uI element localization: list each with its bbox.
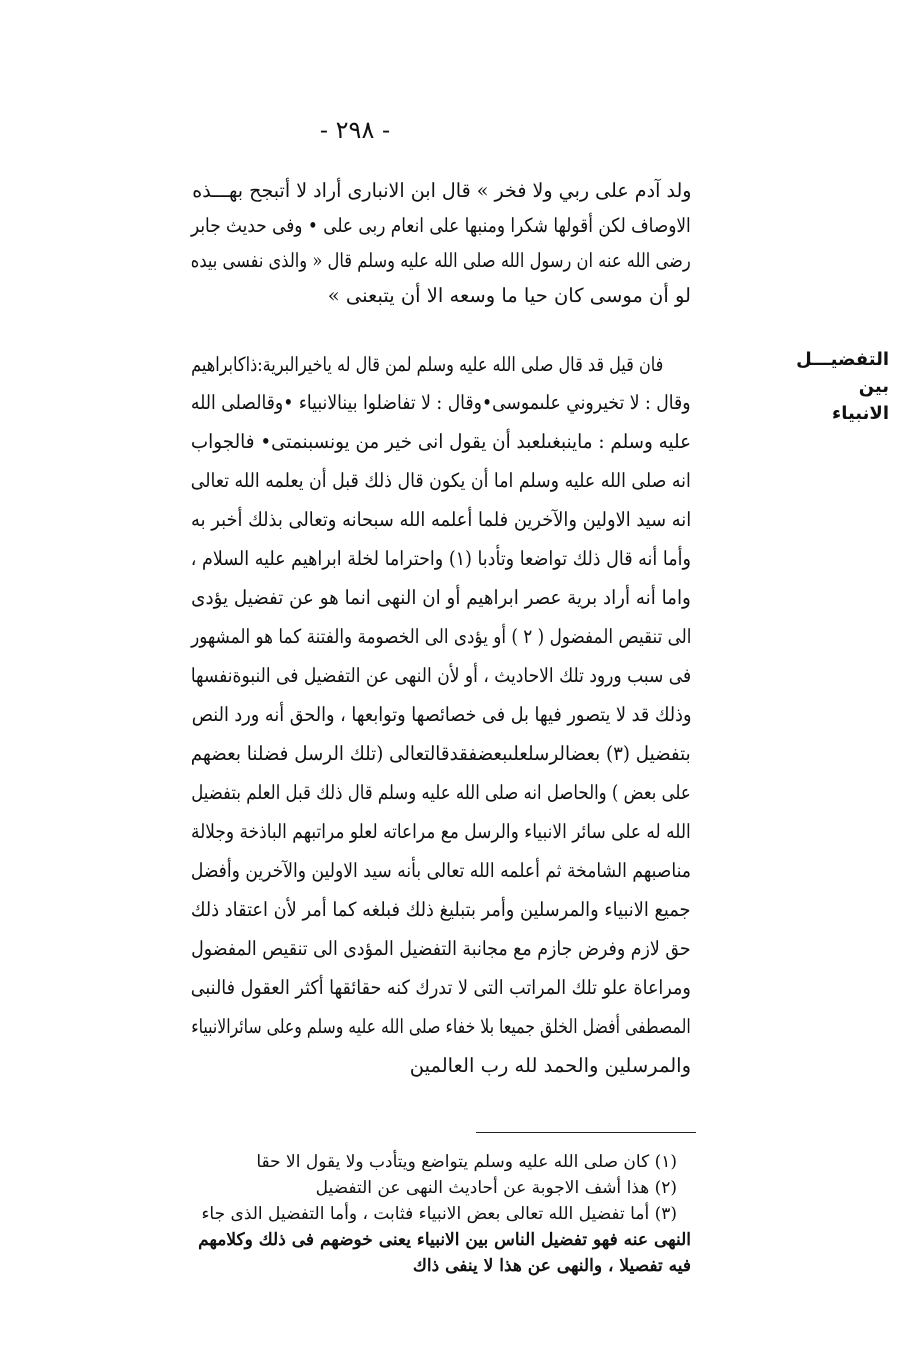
text-line: واما أنه أراد برية عصر ابراهيم أو ان النهى انما هو عن تفضيل يؤدى [191,586,691,609]
text-line: الاوصاف لكن أقولها شكرا ومنبها على انعام ربى على • وفى حديث جابر [191,214,691,237]
text-line: رضى الله عنه ان رسول الله صلى الله عليه وسلم قال « والذى نفسى بيده [191,249,691,272]
text-line: فى سبب ورود تلك الاحاديث ، أو لأن النهى عن التفضيل فى النبوةنفسها [190,664,691,687]
text-line: وذلك قد لا يتصور فيها بل فى خصائصها وتوابعها ، والحق أنه ورد النص [191,703,691,726]
opening-paragraph [191,176,691,336]
text-line: على بعض ) والحاصل انه صلى الله عليه وسلم قال ذلك قبل العلم بتفضيل [191,781,691,804]
text-line: فان قيل قد قال صلى الله عليه وسلم لمن قال له ياخيرالبرية:ذاكابراهيم [190,353,663,376]
footnote-2: (٢) هذا أشف الاجوبة عن أحاديث النهى عن التفضيل [315,1178,677,1198]
text-line: بتفضيل (٣) بعضالرسلعلىبعضفقدقالتعالى (تلك الرسل فضلنا بعضهم [191,742,691,765]
text-line: لو أن موسى كان حيا ما وسعه الا أن يتبعنى » [327,284,691,307]
text-line: حق لازم وفرض جازم مع مجانبة التفضيل المؤدى الى تنقيص المفضول [191,937,691,960]
text-line: انه سيد الاولين والآخرين فلما أعلمه الله سبحانه وتعالى بذلك أخبر به [190,508,691,531]
text-line: وأما أنه قال ذلك تواضعا وتأدبا (١) واحتراما لخلة ابراهيم عليه السلام ، [190,547,691,570]
page-number: - ٢٩٨ - [319,116,391,144]
side-heading [769,346,889,427]
side-heading-line: التفضيـــل بين [796,349,889,397]
text-line: الله له على سائر الانبياء والرسل مع مراعاته لعلو مراتبهم الباذخة وجلالة [191,820,691,843]
text-line: جميع الانبياء والمرسلين وأمر بتبليغ ذلك فبلغه كما أمر لأن اعتقاد ذلك [191,898,691,921]
text-line: الى تنقيص المفضول ( ٢ ) أو يؤدى الى الخصومة والفتنة كما هو المشهور [190,625,691,648]
text-line: انه صلى الله عليه وسلم اما أن يكون قال ذلك قبل أن يعلمه الله تعالى [190,469,691,492]
text-line: وقال : لا تخيروني علىموسى•وقال : لا تفاضلوا بينالانبياء •وقالصلى الله [191,391,691,414]
main-paragraph [191,350,691,1120]
text-line: ومراعاة علو تلك المراتب التى لا تدرك كنه حقائقها أكثر العقول فالنبى [190,976,691,999]
text-line: عليه وسلم : ماينبغىلعبد أن يقول انى خير من يونسبنمتى• فالجواب [190,430,691,453]
footnote-3-continuation: النهى عنه فهو تفضيل الناس بين الانبياء يعنى خوضهم فى ذلك وكلامهم [198,1230,691,1250]
footnote-separator [476,1132,696,1133]
text-line: ولد آدم على ربي ولا فخر » قال ابن الانبارى أراد لا أتبجح بهـــذه [191,179,691,202]
footnote-3: (٣) أما تفضيل الله تعالى بعض الانبياء فثابت ، وأما التفضيل الذى جاء [201,1204,677,1224]
text-line: مناصبهم الشامخة ثم أعلمه الله تعالى بأنه سيد الاولين والآخرين وأفضل [190,859,691,882]
footnote-1: (١) كان صلى الله عليه وسلم يتواضع ويتأدب ولا يقول الا حقا [256,1152,677,1172]
side-heading-line: الانبياء [832,403,889,424]
text-line: والمرسلين والحمد لله رب العالمين [409,1054,691,1077]
footnotes [191,1150,691,1290]
text-line: المصطفى أفضل الخلق جميعا بلا خفاء صلى الله عليه وسلم وعلى سائرالانبياء [191,1015,691,1038]
footnote-3-continuation: فيه تفصيلا ، والنهى عن هذا لا ينفى ذاك [412,1256,691,1276]
